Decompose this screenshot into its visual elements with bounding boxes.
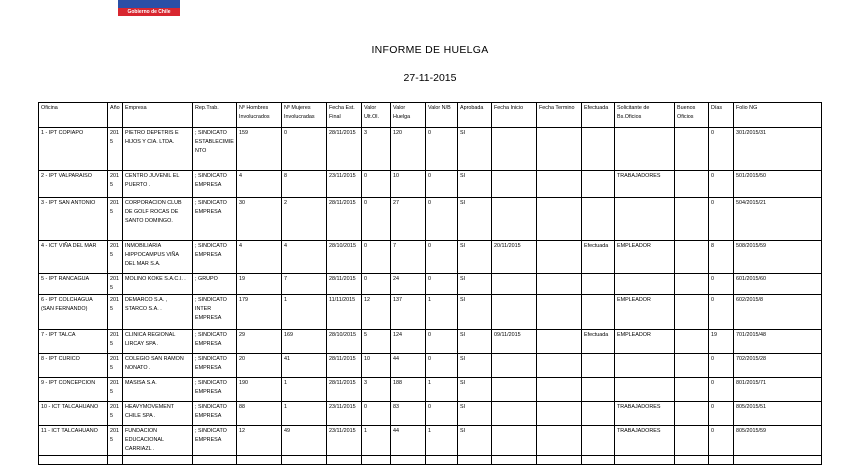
cell-hombres: 159: [237, 128, 282, 171]
cell-valor-huelga: 124: [391, 330, 426, 354]
cell-fecha-inicio: [492, 378, 537, 402]
col-fecha-termino: Fecha Termino: [537, 103, 582, 128]
cell-anio: 2015: [108, 274, 123, 295]
cell-dias: 0: [709, 295, 734, 330]
cell-folio-ng: [734, 456, 822, 465]
cell-fecha-termino: [537, 241, 582, 274]
cell-valor-huelga: 120: [391, 128, 426, 171]
col-hombres: Nº Hombres Involucrados: [237, 103, 282, 128]
cell-fecha-termino: [537, 456, 582, 465]
table-row: [39, 171, 822, 198]
cell-anio: 2015: [108, 354, 123, 378]
cell-valor-nb: 0: [426, 402, 458, 426]
table-body: [39, 128, 822, 465]
cell-oficina: 7 - IPT TALCA: [39, 330, 108, 354]
cell-aprobada: [458, 456, 492, 465]
table-row: [39, 241, 822, 274]
cell-anio: 2015: [108, 295, 123, 330]
cell-valor-ult-ol: 5: [362, 330, 391, 354]
cell-dias: 0: [709, 171, 734, 198]
cell-valor-nb: 0: [426, 274, 458, 295]
cell-folio-ng: 801/2015/71: [734, 378, 822, 402]
report-date: 27-11-2015: [403, 72, 457, 84]
cell-rep-trab: ; SINDICATO EMPRESA: [193, 241, 237, 274]
cell-valor-nb: 0: [426, 354, 458, 378]
cell-dias: 0: [709, 198, 734, 241]
cell-hombres: 190: [237, 378, 282, 402]
col-efectuada: Efectuada: [582, 103, 615, 128]
cell-oficina: 8 - IPT CURICO: [39, 354, 108, 378]
cell-mujeres: 2: [282, 198, 327, 241]
cell-dias: 8: [709, 241, 734, 274]
cell-fecha-est-final: 28/10/2015: [327, 241, 362, 274]
cell-dias: 0: [709, 402, 734, 426]
cell-empresa: CLINICA REGIONAL LIRCAY SPA .: [123, 330, 193, 354]
cell-oficina: 4 - ICT VIÑA DEL MAR: [39, 241, 108, 274]
cell-valor-nb: 0: [426, 171, 458, 198]
table-row: [39, 456, 822, 465]
cell-folio-ng: 508/2015/59: [734, 241, 822, 274]
cell-fecha-est-final: 28/11/2015: [327, 198, 362, 241]
cell-anio: 2015: [108, 330, 123, 354]
col-folio-ng: Folio NG: [734, 103, 822, 128]
cell-fecha-inicio: [492, 354, 537, 378]
cell-aprobada: SI: [458, 354, 492, 378]
cell-folio-ng: 602/2015/8: [734, 295, 822, 330]
cell-aprobada: SI: [458, 241, 492, 274]
cell-folio-ng: 301/2015/31: [734, 128, 822, 171]
cell-anio: 2015: [108, 426, 123, 456]
cell-fecha-inicio: [492, 456, 537, 465]
cell-oficina: 5 - IPT RANCAGUA: [39, 274, 108, 295]
cell-fecha-termino: [537, 295, 582, 330]
cell-solicitante: [615, 198, 675, 241]
logo-text: Gobierno de Chile: [127, 9, 171, 15]
cell-efectuada: [582, 456, 615, 465]
cell-solicitante: EMPLEADOR: [615, 241, 675, 274]
table-row: [39, 128, 822, 171]
cell-hombres: 19: [237, 274, 282, 295]
cell-anio: 2015: [108, 198, 123, 241]
col-buenos-oficios: Buenos Oficios: [675, 103, 709, 128]
table-row: [39, 330, 822, 354]
cell-valor-nb: 1: [426, 426, 458, 456]
cell-fecha-est-final: 11/11/2015: [327, 295, 362, 330]
table-row: [39, 198, 822, 241]
cell-valor-ult-ol: 3: [362, 128, 391, 171]
col-empresa: Empresa: [123, 103, 193, 128]
cell-anio: 2015: [108, 402, 123, 426]
cell-efectuada: [582, 295, 615, 330]
cell-mujeres: 1: [282, 295, 327, 330]
cell-buenos-oficios: [675, 274, 709, 295]
cell-hombres: [237, 456, 282, 465]
cell-mujeres: 49: [282, 426, 327, 456]
cell-fecha-termino: [537, 426, 582, 456]
cell-hombres: 12: [237, 426, 282, 456]
cell-empresa: FUNDACION EDUCACIONAL CARRIAZL .: [123, 426, 193, 456]
cell-empresa: CENTRO JUVENIL EL PUERTO .: [123, 171, 193, 198]
cell-empresa: PIETRO DEPETRIS E HIJOS Y CIA. LTDA.: [123, 128, 193, 171]
cell-efectuada: [582, 426, 615, 456]
cell-valor-ult-ol: 0: [362, 171, 391, 198]
cell-fecha-inicio: [492, 128, 537, 171]
cell-valor-huelga: [391, 456, 426, 465]
cell-buenos-oficios: [675, 171, 709, 198]
col-dias: Días: [709, 103, 734, 128]
cell-solicitante: [615, 456, 675, 465]
cell-anio: [108, 456, 123, 465]
cell-oficina: 2 - IPT VALPARAISO: [39, 171, 108, 198]
cell-fecha-est-final: 23/11/2015: [327, 402, 362, 426]
cell-aprobada: SI: [458, 402, 492, 426]
cell-aprobada: SI: [458, 171, 492, 198]
cell-dias: 0: [709, 426, 734, 456]
cell-valor-huelga: 44: [391, 354, 426, 378]
cell-empresa: DEMARCO S.A. , STARCO S.A. .: [123, 295, 193, 330]
cell-empresa: CORPORACION CLUB DE GOLF ROCAS DE SANTO DOMINGO.: [123, 198, 193, 241]
cell-mujeres: [282, 456, 327, 465]
cell-fecha-est-final: 23/11/2015: [327, 171, 362, 198]
cell-efectuada: [582, 128, 615, 171]
cell-valor-ult-ol: 0: [362, 274, 391, 295]
cell-oficina: 3 - IPT SAN ANTONIO: [39, 198, 108, 241]
cell-hombres: 20: [237, 354, 282, 378]
table-row: [39, 274, 822, 295]
cell-empresa: INMOBILIARIA HIPPOCAMPUS VIÑA DEL MAR S.A.: [123, 241, 193, 274]
cell-mujeres: 7: [282, 274, 327, 295]
cell-fecha-inicio: [492, 426, 537, 456]
cell-fecha-termino: [537, 274, 582, 295]
cell-fecha-est-final: 28/11/2015: [327, 128, 362, 171]
cell-valor-ult-ol: 3: [362, 378, 391, 402]
cell-fecha-est-final: 28/11/2015: [327, 274, 362, 295]
cell-buenos-oficios: [675, 241, 709, 274]
cell-efectuada: [582, 198, 615, 241]
cell-rep-trab: ; SINDICATO EMPRESA: [193, 426, 237, 456]
col-oficina: Oficina: [39, 103, 108, 128]
cell-rep-trab: ; SINDICATO EMPRESA: [193, 378, 237, 402]
cell-oficina: 9 - IPT CONCEPCION: [39, 378, 108, 402]
cell-solicitante: [615, 274, 675, 295]
cell-buenos-oficios: [675, 128, 709, 171]
cell-buenos-oficios: [675, 354, 709, 378]
cell-valor-ult-ol: 0: [362, 198, 391, 241]
cell-valor-nb: 1: [426, 295, 458, 330]
cell-folio-ng: 805/2015/51: [734, 402, 822, 426]
cell-efectuada: Efectuada: [582, 241, 615, 274]
cell-oficina: 10 - ICT TALCAHUANO: [39, 402, 108, 426]
cell-mujeres: 8: [282, 171, 327, 198]
cell-buenos-oficios: [675, 198, 709, 241]
cell-hombres: 4: [237, 241, 282, 274]
cell-efectuada: [582, 378, 615, 402]
table-row: [39, 402, 822, 426]
cell-valor-ult-ol: 0: [362, 402, 391, 426]
cell-mujeres: 1: [282, 402, 327, 426]
cell-solicitante: EMPLEADOR: [615, 330, 675, 354]
cell-fecha-inicio: [492, 295, 537, 330]
cell-oficina: [39, 456, 108, 465]
cell-efectuada: Efectuada: [582, 330, 615, 354]
cell-valor-nb: 0: [426, 330, 458, 354]
cell-solicitante: EMPLEADOR: [615, 295, 675, 330]
cell-fecha-termino: [537, 378, 582, 402]
col-anio: Año: [108, 103, 123, 128]
cell-rep-trab: ; SINDICATO EMPRESA: [193, 402, 237, 426]
cell-fecha-termino: [537, 330, 582, 354]
cell-rep-trab: ; GRUPO: [193, 274, 237, 295]
cell-aprobada: SI: [458, 198, 492, 241]
table-row: [39, 295, 822, 330]
cell-aprobada: SI: [458, 330, 492, 354]
cell-fecha-est-final: 28/11/2015: [327, 354, 362, 378]
cell-anio: 2015: [108, 378, 123, 402]
cell-buenos-oficios: [675, 402, 709, 426]
cell-efectuada: [582, 171, 615, 198]
table-header-row: [39, 103, 822, 128]
col-rep-trab: Rep.Trab.: [193, 103, 237, 128]
col-fecha-est-final: Fecha Est. Final: [327, 103, 362, 128]
cell-anio: 2015: [108, 128, 123, 171]
cell-efectuada: [582, 354, 615, 378]
cell-buenos-oficios: [675, 378, 709, 402]
cell-hombres: 88: [237, 402, 282, 426]
cell-empresa: MOLINO KOKE S.A.C.I. .: [123, 274, 193, 295]
cell-valor-nb: 0: [426, 128, 458, 171]
table-row: [39, 354, 822, 378]
cell-fecha-est-final: 28/10/2015: [327, 330, 362, 354]
cell-solicitante: TRABAJADORES: [615, 426, 675, 456]
cell-aprobada: SI: [458, 274, 492, 295]
cell-hombres: 29: [237, 330, 282, 354]
cell-dias: 0: [709, 354, 734, 378]
cell-rep-trab: ; SINDICATO EMPRESA: [193, 330, 237, 354]
cell-folio-ng: 501/2015/50: [734, 171, 822, 198]
cell-rep-trab: [193, 456, 237, 465]
cell-folio-ng: 805/2015/59: [734, 426, 822, 456]
cell-oficina: 11 - ICT TALCAHUANO: [39, 426, 108, 456]
cell-buenos-oficios: [675, 330, 709, 354]
report-title: INFORME DE HUELGA: [371, 44, 489, 56]
cell-anio: 2015: [108, 241, 123, 274]
cell-valor-nb: 0: [426, 198, 458, 241]
cell-dias: 19: [709, 330, 734, 354]
cell-fecha-termino: [537, 198, 582, 241]
cell-mujeres: 0: [282, 128, 327, 171]
cell-fecha-termino: [537, 128, 582, 171]
cell-folio-ng: 702/2015/28: [734, 354, 822, 378]
cell-fecha-inicio: 09/11/2015: [492, 330, 537, 354]
cell-mujeres: 169: [282, 330, 327, 354]
cell-valor-ult-ol: [362, 456, 391, 465]
gobierno-logo: [118, 0, 180, 16]
col-fecha-inicio: Fecha Inicio: [492, 103, 537, 128]
cell-valor-ult-ol: 12: [362, 295, 391, 330]
cell-solicitante: [615, 128, 675, 171]
cell-valor-ult-ol: 1: [362, 426, 391, 456]
cell-fecha-est-final: [327, 456, 362, 465]
cell-fecha-inicio: 20/11/2015: [492, 241, 537, 274]
table-row: [39, 378, 822, 402]
cell-oficina: 6 - IPT COLCHAGUA (SAN FERNANDO): [39, 295, 108, 330]
cell-fecha-est-final: 28/11/2015: [327, 378, 362, 402]
cell-fecha-inicio: [492, 402, 537, 426]
cell-efectuada: [582, 402, 615, 426]
cell-dias: 0: [709, 378, 734, 402]
cell-rep-trab: ; SINDICATO ESTABLECIMIENTO: [193, 128, 237, 171]
cell-folio-ng: 601/2015/60: [734, 274, 822, 295]
cell-fecha-termino: [537, 171, 582, 198]
cell-oficina: 1 - IPT COPIAPO: [39, 128, 108, 171]
cell-valor-huelga: 83: [391, 402, 426, 426]
cell-anio: 2015: [108, 171, 123, 198]
table-row: [39, 426, 822, 456]
cell-rep-trab: ; SINDICATO EMPRESA: [193, 198, 237, 241]
cell-hombres: 4: [237, 171, 282, 198]
cell-empresa: HEAVYMOVEMENT CHILE SPA .: [123, 402, 193, 426]
cell-empresa: [123, 456, 193, 465]
cell-solicitante: TRABAJADORES: [615, 171, 675, 198]
cell-valor-nb: 1: [426, 378, 458, 402]
cell-empresa: MASISA S.A.: [123, 378, 193, 402]
cell-valor-huelga: 188: [391, 378, 426, 402]
cell-valor-ult-ol: 10: [362, 354, 391, 378]
cell-aprobada: SI: [458, 426, 492, 456]
col-valor-nb: Valor N/B: [426, 103, 458, 128]
cell-valor-huelga: 10: [391, 171, 426, 198]
col-solicitante: Solicitante de Bs.Oficios: [615, 103, 675, 128]
cell-mujeres: 1: [282, 378, 327, 402]
cell-aprobada: SI: [458, 295, 492, 330]
cell-solicitante: [615, 378, 675, 402]
col-mujeres: Nº Mujeres Involucradas: [282, 103, 327, 128]
col-aprobada: Aprobada: [458, 103, 492, 128]
cell-aprobada: SI: [458, 128, 492, 171]
cell-rep-trab: ; SINDICATO EMPRESA: [193, 171, 237, 198]
cell-empresa: COLEGIO SAN RAMON NONATO .: [123, 354, 193, 378]
cell-fecha-inicio: [492, 198, 537, 241]
cell-solicitante: TRABAJADORES: [615, 402, 675, 426]
cell-efectuada: [582, 274, 615, 295]
cell-valor-huelga: 7: [391, 241, 426, 274]
col-valor-ult-ol: Valor Ult.Ol.: [362, 103, 391, 128]
cell-mujeres: 4: [282, 241, 327, 274]
cell-folio-ng: 701/2015/48: [734, 330, 822, 354]
strike-report-table: [38, 102, 822, 465]
cell-fecha-est-final: 23/11/2015: [327, 426, 362, 456]
cell-dias: 0: [709, 128, 734, 171]
cell-buenos-oficios: [675, 456, 709, 465]
cell-folio-ng: 504/2015/21: [734, 198, 822, 241]
cell-hombres: 30: [237, 198, 282, 241]
cell-aprobada: SI: [458, 378, 492, 402]
cell-rep-trab: ; SINDICATO EMPRESA: [193, 354, 237, 378]
cell-valor-nb: 0: [426, 241, 458, 274]
cell-fecha-termino: [537, 402, 582, 426]
cell-fecha-termino: [537, 354, 582, 378]
cell-valor-huelga: 27: [391, 198, 426, 241]
cell-buenos-oficios: [675, 426, 709, 456]
cell-solicitante: [615, 354, 675, 378]
cell-valor-huelga: 24: [391, 274, 426, 295]
cell-buenos-oficios: [675, 295, 709, 330]
cell-dias: 0: [709, 274, 734, 295]
cell-valor-huelga: 44: [391, 426, 426, 456]
cell-hombres: 179: [237, 295, 282, 330]
cell-fecha-inicio: [492, 274, 537, 295]
cell-mujeres: 41: [282, 354, 327, 378]
cell-valor-nb: [426, 456, 458, 465]
cell-dias: [709, 456, 734, 465]
col-valor-huelga: Valor Huelga: [391, 103, 426, 128]
cell-valor-ult-ol: 0: [362, 241, 391, 274]
cell-fecha-inicio: [492, 171, 537, 198]
cell-rep-trab: ; SINDICATO INTER EMPRESA: [193, 295, 237, 330]
cell-valor-huelga: 137: [391, 295, 426, 330]
